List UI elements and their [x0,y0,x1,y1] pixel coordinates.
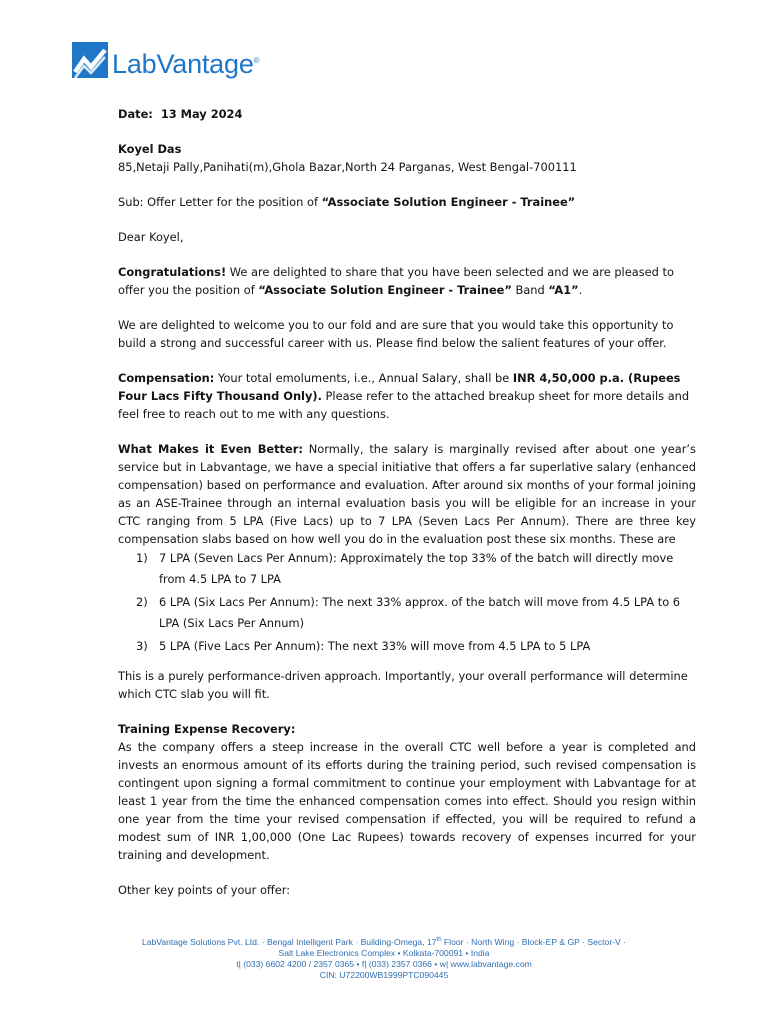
training-paragraph: As the company offers a steep increase in the overall CTC well before a year is completed and invests an enormous amount of its efforts during the training period, such revised compensation is contingent upon signing a formal commitment to continue your employment with Labvantage for at least 1 year from the time the enhanced compensation comes into effect. Should you resign within one year from the time your revised compensation if effected, you will be required to refund a modest sum of INR 1,00,000 (One Lac Rupees) towards recovery of expenses incurred for your training and development. [118,740,696,862]
recipient-address: 85,Netaji Pally,Panihati(m),Ghola Bazar,North 24 Parganas, West Bengal-700111 [118,160,577,174]
training-heading: Training Expense Recovery: [118,722,296,736]
even-better-paragraph: What Makes it Even Better: Normally, the salary is marginally revised after about one year’s service but in Labvantage, we have a special initiative that offers a far superlative salary (enhanced compensation) based on performance and evaluation. After around six months of your formal joining as an ASE-Trainee through an internal evaluation basis you will be eligible for an increase in your CTC ranging from 5 LPA (Five Lacs) up to 7 LPA (Seven Lacs Per Annum). There are three key compensation slabs based on how well you do in the evaluation post these six months. These are [118,442,696,546]
list-item: 1) 7 LPA (Seven Lacs Per Annum): Approximately the top 33% of the batch will directly move from 4.5 LPA to 7 LPA [136,551,674,586]
other-points-line: Other key points of your offer: [118,883,291,897]
footer-address-line-1: LabVantage Solutions Pvt. Ltd. · Bengal Intelligent Park · Building-Omega, 17th Floor · North Wing · Block-EP & GP · Sector-V · [141,936,627,947]
subject-line: Sub: Offer Letter for the position of “Associate Solution Engineer - Trainee” [118,195,576,209]
logo-wordmark: LabVantage® [112,49,260,79]
list-item: 3) 5 LPA (Five Lacs Per Annum): The next 33% will move from 4.5 LPA to 5 LPA [136,639,591,653]
salutation: Dear Koyel, [118,230,184,244]
letter-body [118,105,696,899]
congratulations-paragraph: Congratulations! We are delighted to share that you have been selected and we are pleased to offer you the position of “Associate Solution Engineer - Trainee” Band “A1”. [118,265,674,297]
footer-contact-line: t| (033) 6602 4200 / 2357 0365 • f| (033) 2357 0366 • w| www.labvantage.com [236,958,532,969]
labvantage-logo-icon [72,42,108,87]
letter-date: Date: 13 May 2024 [118,107,243,121]
compensation-slab-list [118,548,696,657]
footer-address-line-2: Salt Lake Electronics Complex • Kolkata-700091 • India [278,947,490,958]
performance-paragraph: This is a purely performance-driven approach. Importantly, your overall performance will determine which CTC slab you will fit. [118,669,688,701]
footer-cin-line: CIN: U72200WB1999PTC090445 [319,969,449,980]
recipient-name: Koyel Das [118,142,182,156]
list-item: 2) 6 LPA (Six Lacs Per Annum): The next 33% approx. of the batch will move from 4.5 LPA to 6 LPA (Six Lacs Per Annum) [136,595,681,630]
company-logo [72,42,259,87]
letterhead-footer [0,935,768,981]
welcome-paragraph: We are delighted to welcome you to our fold and are sure that you would take this opportunity to build a strong and successful career with us. Please find below the salient features of your offer. [118,318,674,350]
compensation-paragraph: Compensation: Your total emoluments, i.e., Annual Salary, shall be INR 4,50,000 p.a. (Rupees Four Lacs Fifty Thousand Only). Please refer to the attached breakup sheet for more details and feel free to reach out to me with any questions. [118,371,690,421]
